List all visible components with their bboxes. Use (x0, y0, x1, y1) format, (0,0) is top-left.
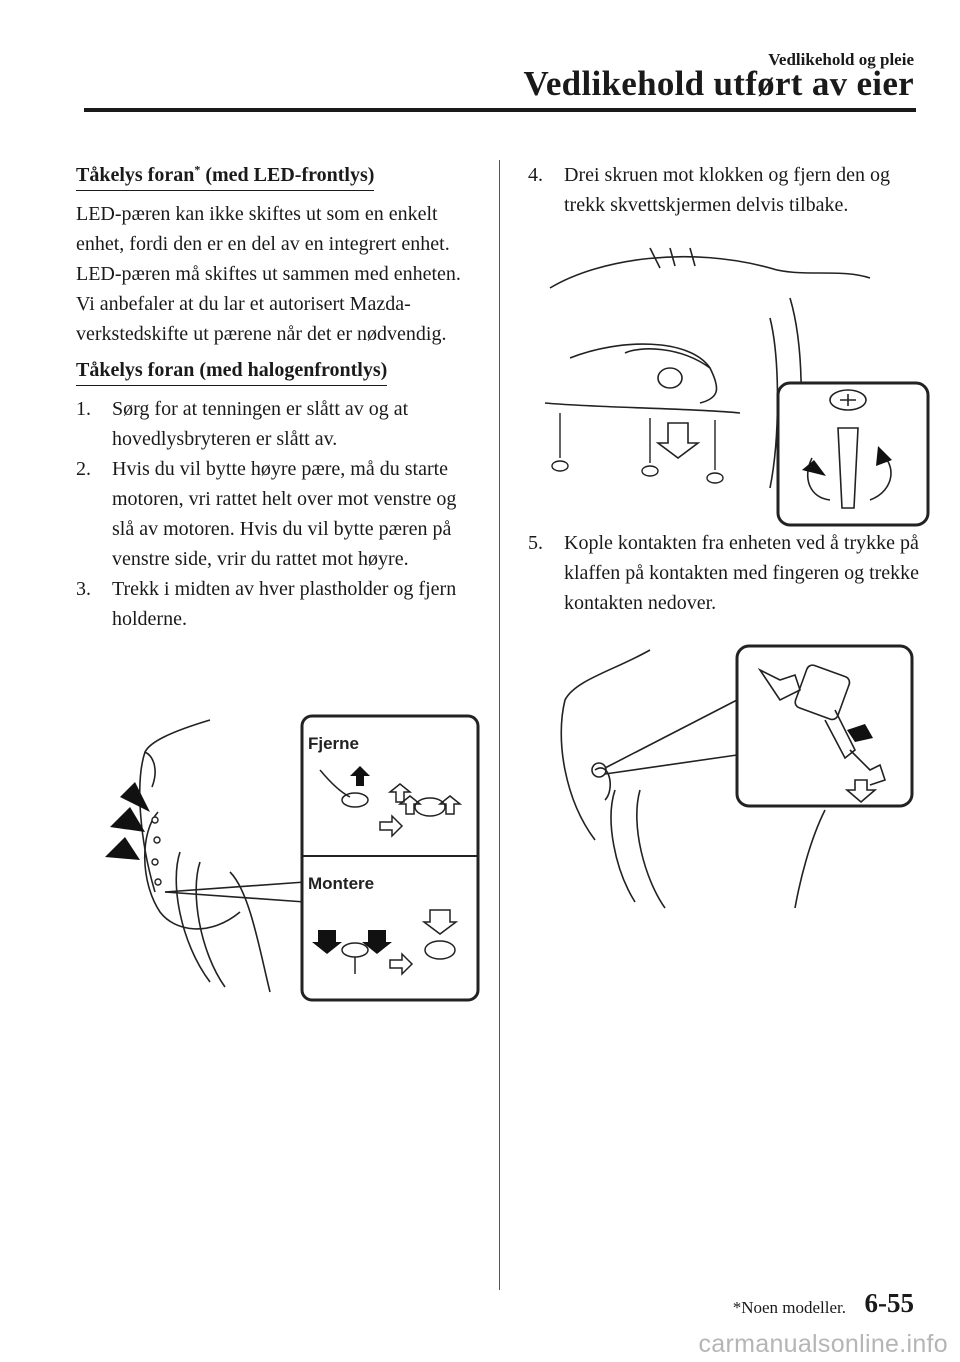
step-5 (528, 528, 928, 618)
step-4 (528, 160, 928, 220)
header-divider (84, 108, 916, 112)
step-2 (76, 454, 476, 574)
led-fog-heading (76, 162, 374, 191)
step-text: Sørg for at tenningen er slått av og at hovedlysbryteren er slått av. (112, 398, 409, 450)
step-number: 2. (76, 458, 91, 480)
watermark: carmanualsonline.info (698, 1330, 948, 1358)
install-label: Montere (308, 874, 375, 893)
left-column (76, 160, 476, 634)
column-divider (499, 160, 500, 1290)
step-text: Trekk i midten av hver plastholder og fjern holderne. (112, 578, 457, 630)
step-number: 3. (76, 578, 91, 600)
step-text: Kople kontakten fra enheten ved å trykke på klaffen på kontakten med fingeren og trekke kontakten nedover. (564, 532, 920, 614)
step-number: 5. (528, 532, 543, 554)
section-label: Vedlikehold og pleie (768, 50, 914, 69)
clip-removal-figure (100, 712, 485, 1004)
step-text: Hvis du vil bytte høyre pære, må du starte motoren, vri rattet helt over mot venstre og slå av motoren. Hvis du vil bytte pæren på venstre side, vrir du rattet mot høyre. (112, 458, 457, 570)
footnote-mark: * (194, 162, 201, 177)
step-number: 4. (528, 164, 543, 186)
footnote: *Noen modeller. (732, 1298, 846, 1317)
step-number: 1. (76, 398, 91, 420)
splash-shield-figure (540, 238, 932, 530)
halogen-fog-heading: Tåkelys foran (med halogenfrontlys) (76, 357, 387, 386)
step-1 (76, 394, 476, 454)
step-text: Drei skruen mot klokken og fjern den og trekk skvettskjermen delvis tilbake. (564, 164, 891, 216)
led-paragraph-2: LED-pæren må skiftes ut sammen med enheten. Vi anbefaler at du lar et autorisert Mazda-verkstedskifte ut pærene når det er nødvendig. (76, 263, 461, 345)
led-paragraph-1: LED-pæren kan ikke skiftes ut som en enkelt enhet, fordi den er en del av en integrert enhet. (76, 203, 450, 255)
connector-figure (555, 640, 915, 910)
step-3 (76, 574, 476, 634)
page-number: 6-55 (864, 1288, 914, 1318)
led-heading-suffix: (med LED-frontlys) (200, 164, 375, 186)
led-heading-text: Tåkelys foran (76, 164, 195, 186)
page-title: Vedlikehold utført av eier (523, 64, 914, 103)
remove-label: Fjerne (308, 734, 360, 753)
